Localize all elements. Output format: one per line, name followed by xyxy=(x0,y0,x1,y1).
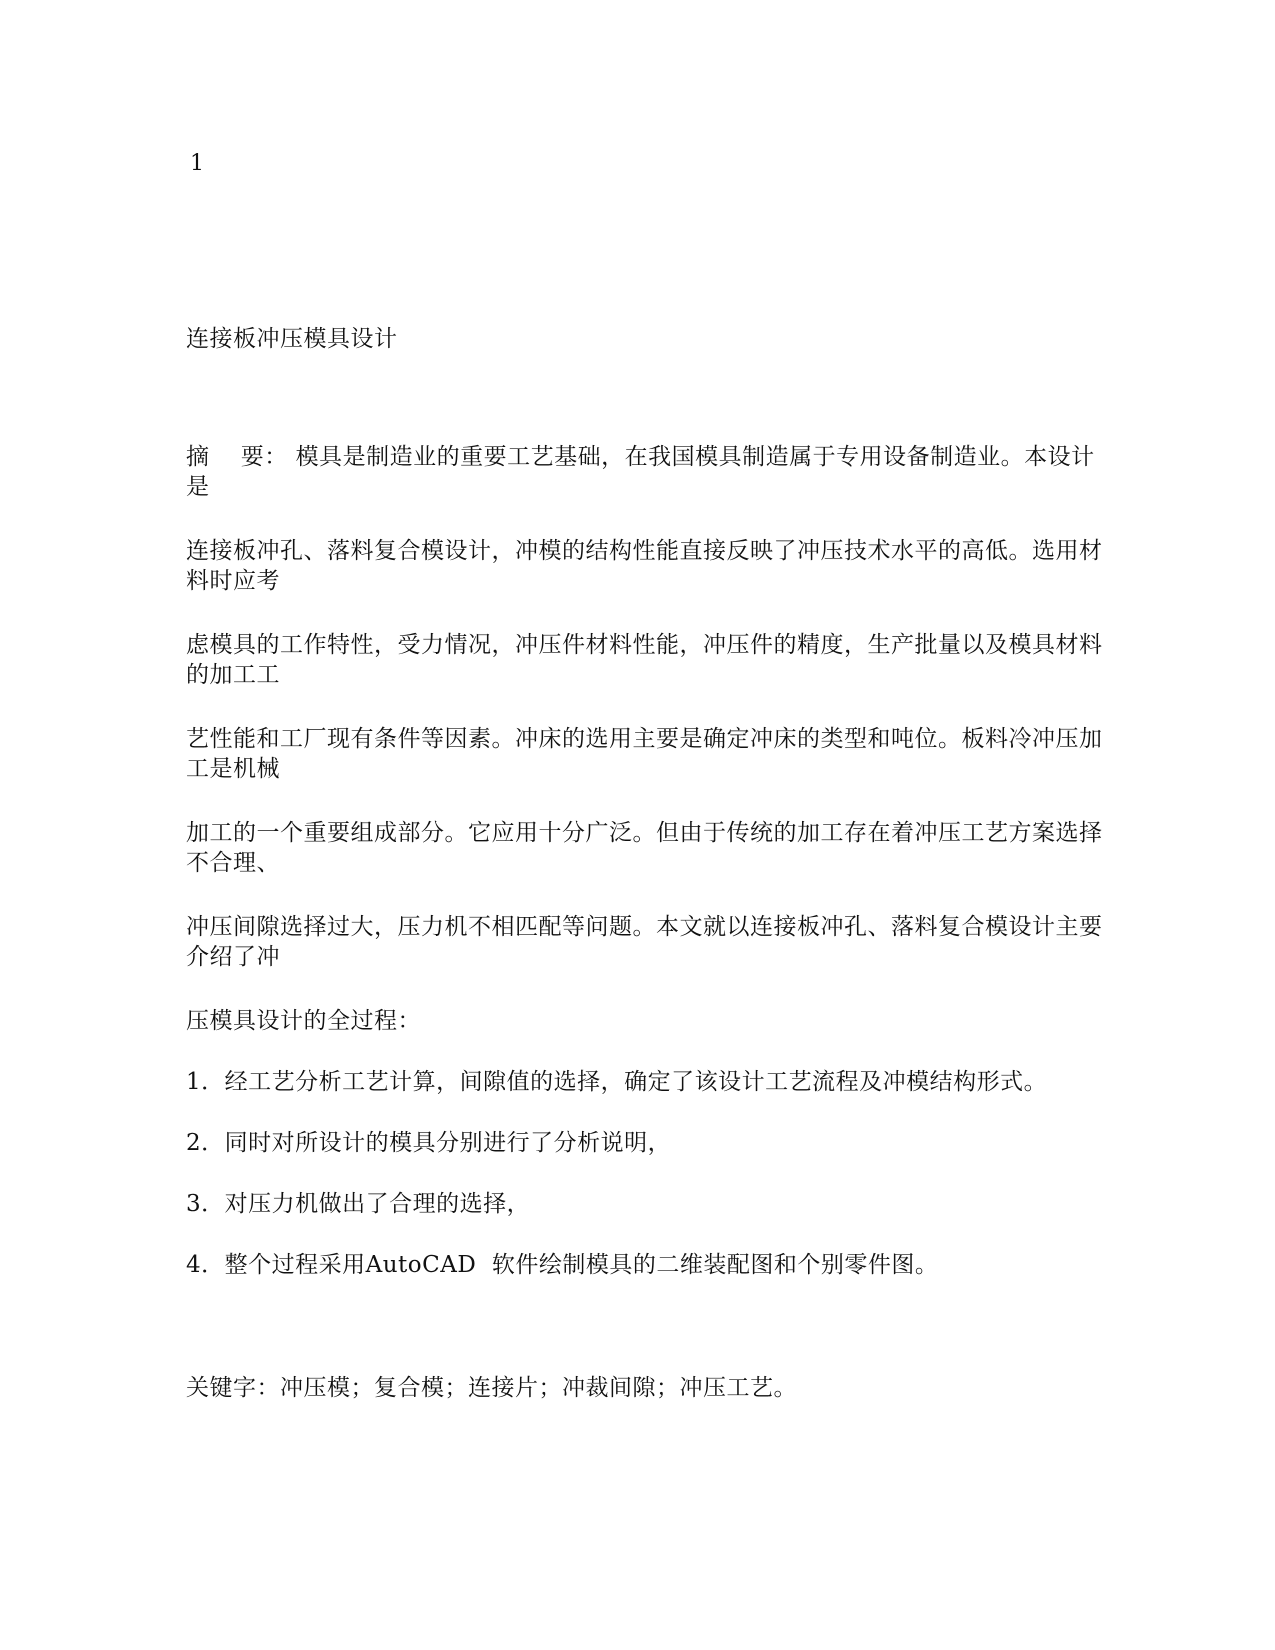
document-title: 连接板冲压模具设计 xyxy=(186,326,398,352)
list-item: 3．对压力机做出了合理的选择， xyxy=(186,1191,531,1217)
abstract-paragraph: 连接板冲孔、落料复合模设计，冲模的结构性能直接反映了冲压技术水平的高低。选用材料时应考 xyxy=(186,538,1103,594)
abstract-paragraph: 艺性能和工厂现有条件等因素。冲床的选用主要是确定冲床的类型和吨位。板料冷冲压加工是机械 xyxy=(186,726,1103,782)
page-number: 1 xyxy=(190,151,204,176)
abstract-paragraph: 压模具设计的全过程： xyxy=(186,1008,421,1034)
abstract-text: 模具是制造业的重要工艺基础，在我国模具制造属于专用设备制造业。本设计是 xyxy=(186,444,1095,500)
abstract-paragraph: 冲压间隙选择过大，压力机不相匹配等问题。本文就以连接板冲孔、落料复合模设计主要介绍了冲 xyxy=(186,914,1103,970)
abstract-paragraph: 加工的一个重要组成部分。它应用十分广泛。但由于传统的加工存在着冲压工艺方案选择不合理、 xyxy=(186,820,1103,876)
keywords-line: 关键字：冲压模；复合模；连接片；冲裁间隙；冲压工艺。 xyxy=(186,1375,797,1401)
abstract-paragraph xyxy=(186,442,1106,502)
abstract-label: 摘 要： xyxy=(186,444,288,470)
list-item: 4．整个过程采用AutoCAD 软件绘制模具的二维装配图和个别零件图。 xyxy=(186,1252,939,1278)
abstract-paragraph: 虑模具的工作特性，受力情况，冲压件材料性能，冲压件的精度，生产批量以及模具材料的加工工 xyxy=(186,632,1103,688)
list-item: 1．经工艺分析工艺计算，间隙值的选择，确定了该设计工艺流程及冲模结构形式。 xyxy=(186,1069,1048,1095)
list-item: 2．同时对所设计的模具分别进行了分析说明， xyxy=(186,1130,672,1156)
